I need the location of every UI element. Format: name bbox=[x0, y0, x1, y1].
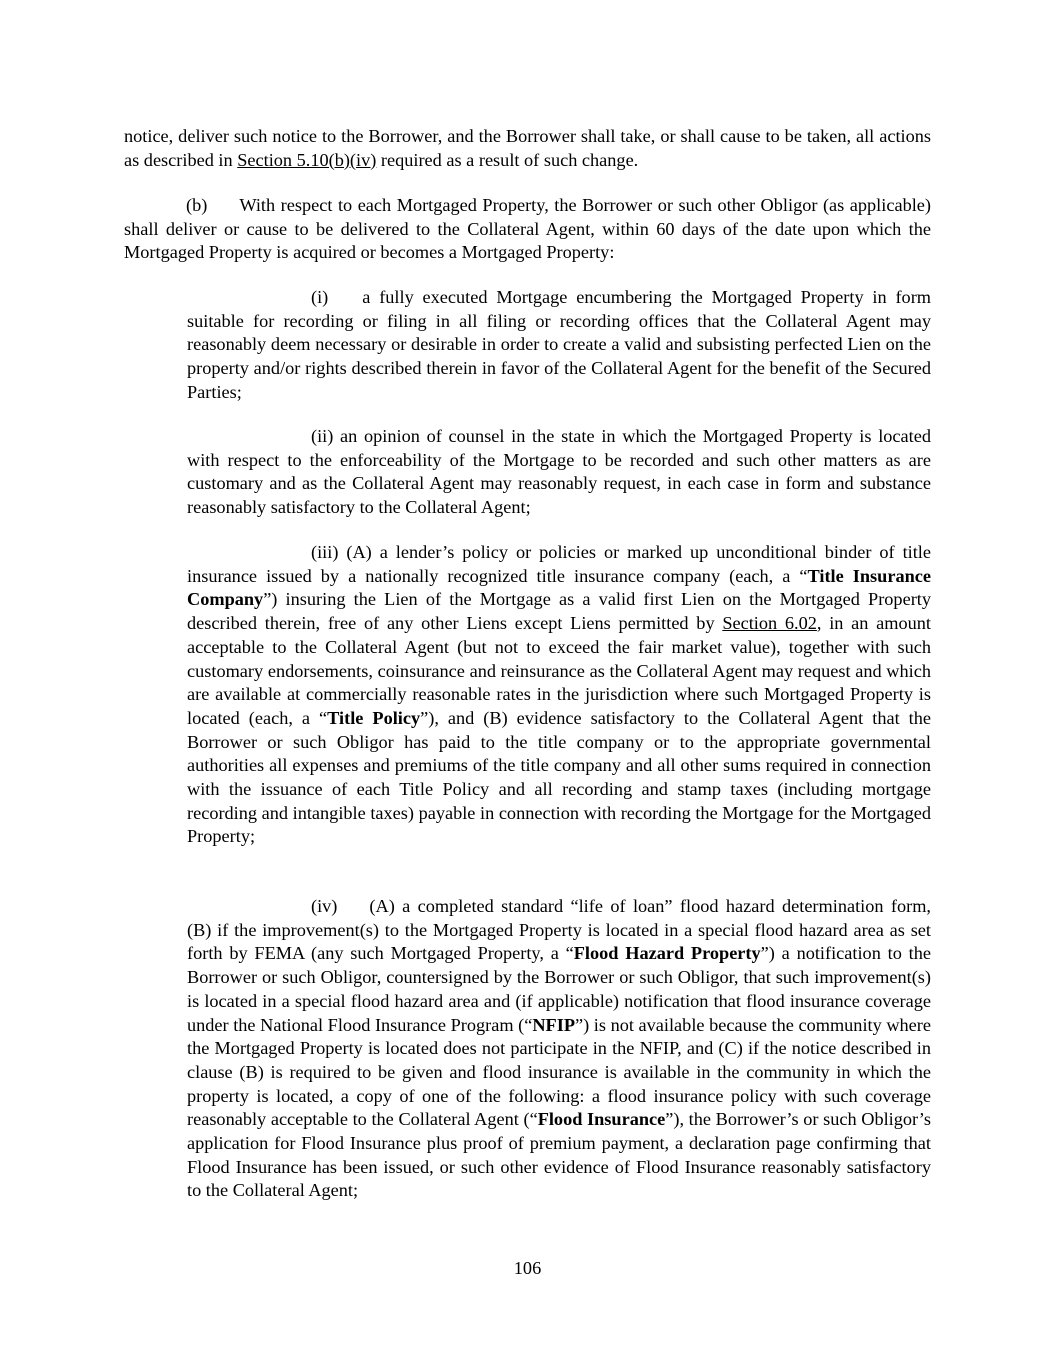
defined-term-flood-hazard-property: Flood Hazard Property bbox=[573, 943, 761, 964]
paragraph-text: required as a result of such change. bbox=[376, 149, 639, 170]
clause-text: ”) insuring the Lien of the Mortgage as a valid first Lien on the Mortgaged Property described therein, free of any other Liens except Liens permitted by bbox=[187, 589, 931, 634]
clause-text: ”) a notification to the Borrower or such Obligor, countersigned by the Borrower or such Obligor, that such improvement(s) is located in a special flood hazard area and (if applicable) notification that flood insurance coverage under the National Flood Insurance Program (“ bbox=[187, 943, 931, 1035]
clause-text: , in an amount acceptable to the Collateral Agent (but not to exceed the fair market value), together with such customary endorsements, coinsurance and reinsurance as the Collateral Agent may request and which are available at commercially reasonable rates in the jurisdiction where such Mortgaged Property is located (each, a “ bbox=[187, 613, 931, 728]
defined-term-flood-insurance: Flood Insurance bbox=[537, 1109, 666, 1130]
defined-term-nfip: NFIP bbox=[532, 1014, 575, 1035]
clause-text: ”) is not available because the community where the Mortgaged Property is located does not participate in the NFIP, and (C) if the notice described in clause (B) is required to be given and flood insurance is available in the community in which the property is located, a copy of one of the following: a flood insurance policy with such coverage reasonably acceptable to the Collateral Agent (“ bbox=[187, 1014, 931, 1130]
section-reference-5-10: Section 5.10(b)(iv) bbox=[237, 149, 377, 170]
clause-iv bbox=[187, 895, 931, 1203]
defined-term-title-insurance-company: Title Insurance Company bbox=[187, 565, 931, 610]
clause-text: a fully executed Mortgage encumbering the Mortgaged Property in form suitable for recording or filing in all filing or recording offices that the Collateral Agent may reasonably deem necessary or desirable in order to create a valid and subsisting perfected Lien on the property and/or rights described therein in favor of the Collateral Agent for the benefit of the Secured Parties; bbox=[187, 287, 931, 402]
clause-text: ”), and (B) evidence satisfactory to the Collateral Agent that the Borrower or such Obligor has paid to the title company or to the appropriate governmental authorities all expenses and premiums of the title company and all other sums required in connection with the issuance of each Title Policy and all recording and stamp taxes (including mortgage recording and intangible taxes) payable in connection with recording the Mortgage for the Mortgaged Property; bbox=[187, 707, 931, 847]
clause-iii bbox=[187, 541, 931, 849]
clause-label-iv: (iv) bbox=[311, 896, 338, 916]
clause-text: (iii) (A) a lender’s policy or policies or marked up unconditional binder of title insurance issued by a nationally recognized title insurance company (each, a “ bbox=[187, 542, 931, 586]
clause-ii bbox=[187, 425, 931, 520]
clause-label-b: (b) bbox=[186, 195, 208, 215]
paragraph-text: notice, deliver such notice to the Borrower, and the Borrower shall take, or shall cause to be taken, all actions as described in bbox=[124, 126, 931, 170]
clause-label-i: (i) bbox=[311, 287, 329, 307]
defined-term-title-policy: Title Policy bbox=[327, 707, 421, 728]
page-number: 106 bbox=[513, 1258, 542, 1278]
paragraph-b bbox=[124, 194, 931, 265]
section-reference-6-02: Section 6.02 bbox=[722, 613, 817, 634]
paragraph-text: With respect to each Mortgaged Property, the Borrower or such other Obligor (as applicable) shall deliver or cause to be delivered to the Collateral Agent, within 60 days of the date upon which the Mortgaged Property is acquired or becomes a Mortgaged Property: bbox=[124, 195, 931, 263]
clause-text: ”), the Borrower’s or such Obligor’s application for Flood Insurance plus proof of premium payment, a declaration page confirming that Flood Insurance has been issued, or such other evidence of Flood Insurance reasonably satisfactory to the Collateral Agent; bbox=[187, 1109, 931, 1201]
clause-text: (A) a completed standard “life of loan” flood hazard determination form, (B) if the improvement(s) to the Mortgaged Property is located in a special flood hazard area as set forth by FEMA (any such Mortgaged Property, a “ bbox=[187, 896, 931, 964]
clause-text: (ii) an opinion of counsel in the state in which the Mortgaged Property is located with respect to the enforceability of the Mortgage to be recorded and such other matters as are customary and as the Collateral Agent may reasonably request, in each case in form and substance reasonably satisfactory to the Collateral Agent; bbox=[187, 426, 931, 518]
clause-i bbox=[187, 286, 931, 405]
paragraph-continuation bbox=[124, 125, 931, 172]
